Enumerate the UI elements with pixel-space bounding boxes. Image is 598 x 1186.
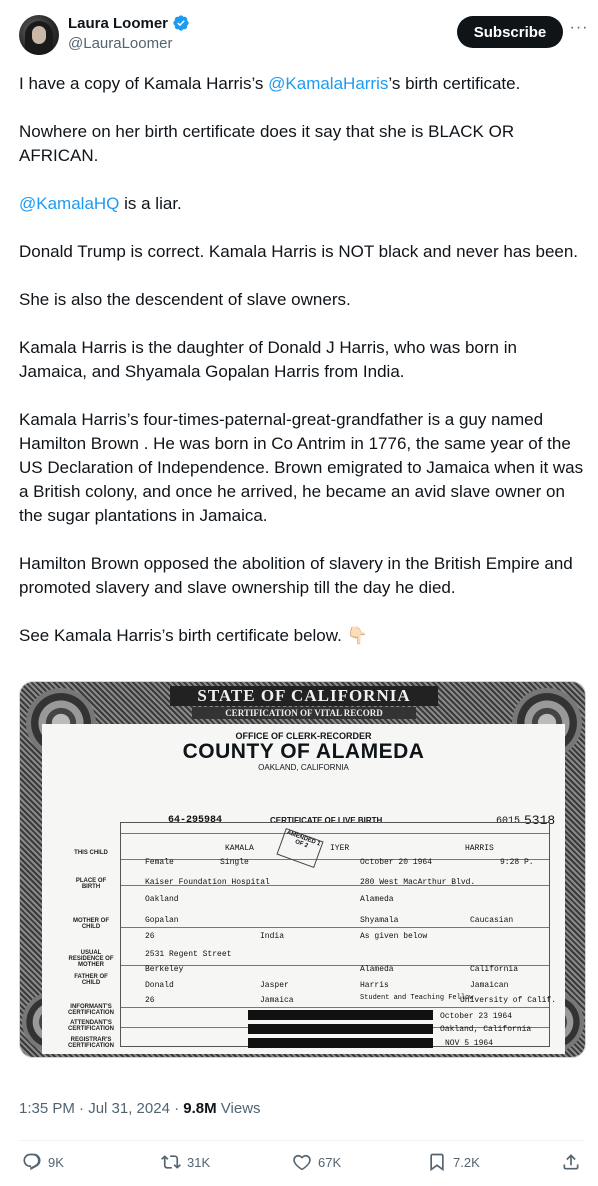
bookmark-icon <box>427 1152 447 1172</box>
mother-race: Caucasian <box>470 916 514 925</box>
heart-icon <box>292 1152 312 1172</box>
redaction-bar <box>248 1010 433 1020</box>
divider <box>19 1140 585 1141</box>
views-label: Views <box>216 1100 261 1117</box>
more-options-icon[interactable]: ··· <box>569 19 589 36</box>
side-label-place: PLACE OF BIRTH <box>75 878 107 890</box>
mother-maiden-name: Gopalan <box>145 916 179 925</box>
side-label-father: FATHER OF CHILD <box>74 974 108 986</box>
reply-icon <box>22 1152 42 1172</box>
bookmark-count: 7.2K <box>453 1154 480 1170</box>
state-file-number: 64-295984 <box>168 815 223 826</box>
residence-state: California <box>470 965 519 974</box>
form-row <box>121 859 549 860</box>
share-button[interactable] <box>561 1150 581 1174</box>
side-label-attendant: ATTENDANT'S CERTIFICATION <box>68 1020 114 1032</box>
birth-certificate-image[interactable] <box>19 681 586 1058</box>
tweet-paragraph: Kamala Harris’s four-times-paternal-great-grandfather is a guy named Hamilton Brown . He was born in Co Antrim in 1776, the same year of the US Declaration of Independence. Brown emigrated to Jamaica when it was a British colony, and once he arrived, he became an avid slave owner on the sugar plantations in Jamaica. <box>19 410 584 525</box>
repost-count: 31K <box>187 1154 211 1170</box>
informant-address: Oakland, California <box>440 1025 532 1034</box>
birth-hour: 9:28 P. <box>500 858 534 867</box>
date-received: NOV 5 1964 <box>445 1039 494 1048</box>
office-line: OFFICE OF CLERK-RECORDER <box>235 731 372 741</box>
father-middle-name: Jasper <box>260 981 289 990</box>
father-industry: University of Calif. <box>460 996 557 1005</box>
child-single: Single <box>220 858 249 867</box>
tweet-header <box>19 12 589 60</box>
verified-badge-icon <box>172 14 190 32</box>
child-sex: Female <box>145 858 174 867</box>
like-count: 67K <box>318 1154 342 1170</box>
subscribe-button[interactable]: Subscribe <box>457 16 563 48</box>
local-number: 6015 <box>496 816 521 827</box>
repost-button[interactable] <box>161 1150 210 1174</box>
tweet-paragraph: See Kamala Harris’s birth certificate below. 👇🏻 <box>19 626 368 645</box>
reply-button[interactable] <box>22 1150 64 1174</box>
mention-link[interactable]: @KamalaHarris <box>268 74 389 93</box>
as-given-below: As given below <box>360 932 428 941</box>
tweet-paragraph: Kamala Harris is the daughter of Donald J Harris, who was born in Jamaica, and Shyamala Gopalan Harris from India. <box>19 338 517 381</box>
side-label-child: THIS CHILD <box>74 850 108 856</box>
mention-link[interactable]: @KamalaHQ <box>19 194 120 213</box>
father-occupation: Student and Teaching Fellow <box>360 994 474 1002</box>
certificate-sub-banner: CERTIFICATION OF VITAL RECORD <box>192 707 416 719</box>
child-last-name: HARRIS <box>465 844 494 853</box>
avatar[interactable] <box>19 15 59 55</box>
author-name-row <box>68 14 190 32</box>
mother-residence: 2531 Regent Street <box>145 950 232 959</box>
share-icon <box>561 1152 581 1172</box>
form-row <box>121 927 549 928</box>
side-label-usual: USUAL RESIDENCE OF MOTHER <box>68 950 114 968</box>
tweet-text-span: is a liar. <box>119 194 182 213</box>
county-of-birth: Alameda <box>360 895 394 904</box>
author-handle[interactable]: @LauraLoomer <box>68 35 173 52</box>
tweet-text <box>19 72 585 672</box>
amended-stamp: AMENDED 1 OF 2 <box>276 828 323 868</box>
redaction-bar <box>248 1024 433 1034</box>
certificate-banner: STATE OF CALIFORNIA <box>170 686 438 706</box>
timestamp[interactable]: 1:35 PM · Jul 31, 2024 · <box>19 1100 184 1117</box>
action-bar <box>0 1150 598 1176</box>
birth-date: October 20 1964 <box>360 858 433 867</box>
tweet-paragraph <box>19 192 585 216</box>
father-first-name: Donald <box>145 981 174 990</box>
child-first-name: KAMALA <box>225 844 254 853</box>
local-number-2: 5318 <box>524 813 556 828</box>
residence-city: Berkeley <box>145 965 184 974</box>
residence-county: Alameda <box>360 965 394 974</box>
views-count: 9.8M <box>183 1100 217 1117</box>
father-birthplace: Jamaica <box>260 996 294 1005</box>
reply-count: 9K <box>48 1154 64 1170</box>
like-button[interactable] <box>292 1150 341 1174</box>
side-label-informant: INFORMANT'S CERTIFICATION <box>68 1004 114 1016</box>
tweet-paragraph <box>19 72 585 96</box>
hospital-street: 280 West MacArthur Blvd. <box>360 878 476 887</box>
tweet-text-span: ’s birth certificate. <box>388 74 521 93</box>
form-row <box>121 1007 549 1008</box>
mother-birthplace: India <box>260 932 285 941</box>
signed-date: October 23 1964 <box>440 1012 513 1021</box>
repost-icon <box>161 1152 181 1172</box>
city-line: OAKLAND, CALIFORNIA <box>258 763 349 772</box>
redaction-bar <box>248 1038 433 1048</box>
tweet-paragraph: Donald Trump is correct. Kamala Harris is NOT black and never has been. <box>19 242 579 261</box>
father-last-name: Harris <box>360 981 389 990</box>
mother-first-name: Shyamala <box>360 916 399 925</box>
tweet-paragraph: She is also the descendent of slave owners. <box>19 290 351 309</box>
form-row <box>121 833 549 834</box>
county-title: COUNTY OF ALAMEDA <box>182 740 425 763</box>
form-title: CERTIFICATE OF LIVE BIRTH <box>270 816 383 825</box>
hospital: Kaiser Foundation Hospital <box>145 878 270 887</box>
father-race: Jamaican <box>470 981 509 990</box>
tweet-paragraph: Nowhere on her birth certificate does it say that she is BLACK OR AFRICAN. <box>19 122 515 165</box>
city-of-birth: Oakland <box>145 895 179 904</box>
author-display-name[interactable]: Laura Loomer <box>68 14 169 32</box>
tweet-text-span: I have a copy of Kamala Harris’s <box>19 74 269 93</box>
bookmark-button[interactable] <box>427 1150 480 1174</box>
child-middle-name: IYER <box>330 844 350 853</box>
tweet-meta <box>19 1100 261 1117</box>
side-label-registrar: REGISTRAR'S CERTIFICATION <box>68 1037 114 1049</box>
tweet-paragraph: Hamilton Brown opposed the abolition of slavery in the British Empire and promoted slavery and slave ownership till the day he died. <box>19 554 573 597</box>
mother-age: 26 <box>145 932 155 941</box>
side-label-mother: MOTHER OF CHILD <box>73 918 109 930</box>
father-age: 26 <box>145 996 155 1005</box>
